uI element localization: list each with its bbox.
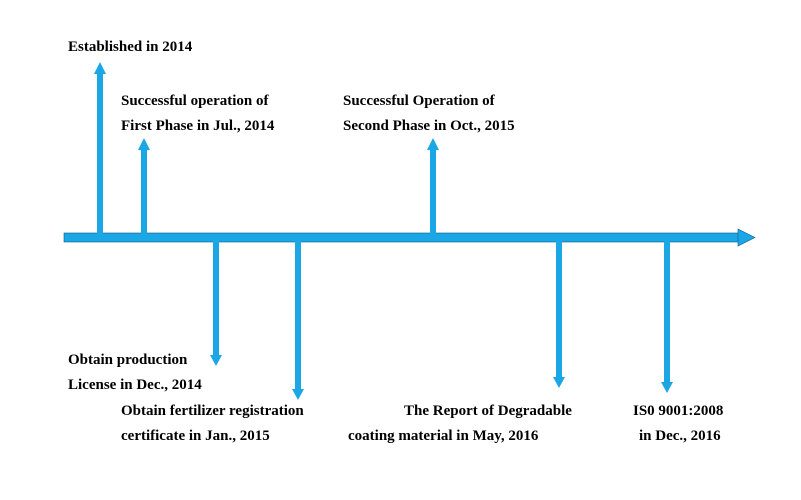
milestone-production-license-arrow-stem [213, 240, 219, 355]
milestone-second-phase-arrow [427, 138, 439, 235]
milestone-production-license-arrow [210, 240, 222, 366]
milestone-degradable-coating-arrow [553, 240, 565, 388]
timeline-axis-arrowhead [738, 229, 755, 246]
milestone-first-phase-arrow-head [138, 138, 150, 150]
milestone-second-phase-arrow-head [427, 138, 439, 150]
timeline-axis-line [64, 233, 740, 242]
milestone-first-phase-arrow-stem [141, 150, 147, 235]
milestone-degradable-coating-arrow-stem [556, 240, 562, 377]
milestone-first-phase-arrow [138, 138, 150, 235]
milestone-second-phase-label: Successful Operation of Second Phase in Oct., 2015 [343, 93, 515, 134]
milestone-degradable-coating-label: The Report of Degradable coating material in May, 2016 [348, 403, 572, 444]
milestone-iso-arrow [661, 240, 673, 393]
milestone-production-license-label: Obtain production License in Dec., 2014 [68, 352, 202, 393]
milestone-established-arrow [94, 62, 106, 235]
milestone-first-phase-label: Successful operation of First Phase in Jul., 2014 [121, 93, 275, 134]
milestone-iso-arrow-head [661, 382, 673, 393]
milestone-iso-arrow-stem [664, 240, 670, 382]
milestone-fertilizer-registration-label: Obtain fertilizer registration certificate in Jan., 2015 [121, 403, 304, 444]
milestone-established-label: Established in 2014 [68, 39, 193, 55]
milestone-iso-label: IS0 9001:2008 in Dec., 2016 [633, 403, 724, 444]
milestone-second-phase-arrow-stem [430, 150, 436, 235]
milestone-degradable-coating-arrow-head [553, 377, 565, 388]
milestone-production-license-arrow-head [210, 355, 222, 366]
milestone-established-arrow-stem [97, 74, 103, 235]
milestone-fertilizer-registration-arrow [292, 240, 304, 400]
milestone-fertilizer-registration-arrow-stem [295, 240, 301, 389]
milestone-established-arrow-head [94, 62, 106, 74]
